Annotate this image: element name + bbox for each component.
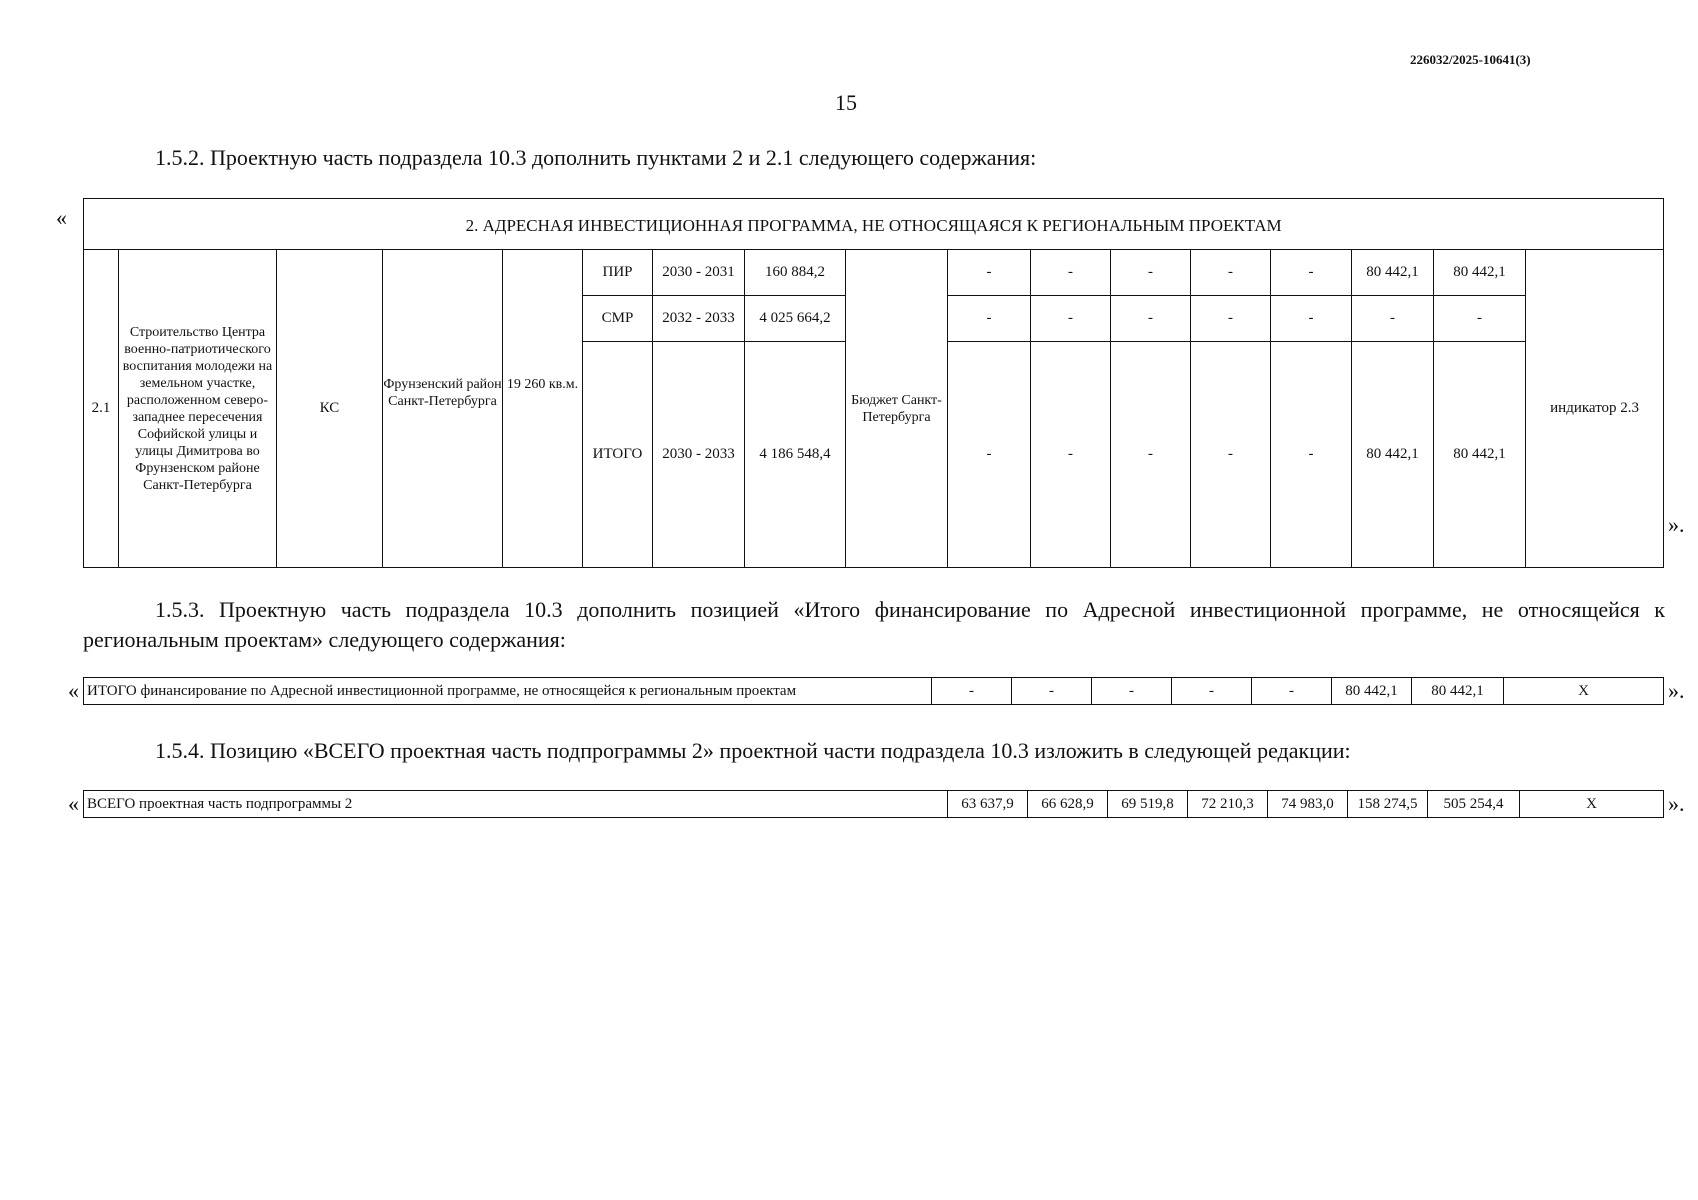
table-cell: - [1031, 250, 1111, 296]
stage-smr: СМР [583, 296, 653, 342]
table-cell: - [1252, 678, 1332, 705]
table-cell: 80 442,1 [1332, 678, 1412, 705]
object-location: Фрунзенский район Санкт-Петербурга [383, 250, 503, 568]
indicator: индикатор 2.3 [1526, 250, 1664, 568]
table-cell: - [932, 678, 1012, 705]
table-section-header: 2. АДРЕСНАЯ ИНВЕСТИЦИОННАЯ ПРОГРАММА, НЕ ОТНОСЯЩАЯСЯ К РЕГИОНАЛЬНЫМ ПРОЕКТАМ [84, 199, 1664, 250]
table-cell: - [1352, 296, 1434, 342]
table-cell: 74 983,0 [1268, 791, 1348, 818]
paragraph-1-5-3: 1.5.3. Проектную часть подраздела 10.3 дополнить позицией «Итого финансирование по Адресной инвестиционной программе, не относящейся к региональным проектам» следующего содержания: [83, 597, 1665, 652]
quote-open-2: « [68, 678, 79, 703]
period-pir: 2030 - 2031 [653, 250, 745, 296]
table-cell: - [1092, 678, 1172, 705]
page-number: 15 [835, 90, 857, 115]
table-cell: 63 637,9 [948, 791, 1028, 818]
subprogram-total-table [83, 790, 1664, 818]
table-cell: - [1434, 296, 1526, 342]
table-cell: 80 442,1 [1434, 342, 1526, 568]
object-name: Строительство Центра военно-патриотического воспитания молодежи на земельном участке, расположенном северо-западнее пересечения Софийской улицы и улицы Димитрова во Фрунзенском районе Санкт-Петербурга [119, 250, 277, 568]
table-cell: 158 274,5 [1348, 791, 1428, 818]
table-cell: Х [1504, 678, 1664, 705]
quote-close-1: ». [1668, 512, 1685, 537]
paragraph-1-5-4: 1.5.4. Позицию «ВСЕГО проектная часть подпрограммы 2» проектной части подраздела 10.3 изложить в следующей редакции: [155, 738, 1351, 763]
document-number: 226032/2025-10641(3) [1410, 52, 1531, 67]
table-cell: - [948, 342, 1031, 568]
total-total: 4 186 548,4 [745, 342, 846, 568]
table-cell: - [1111, 342, 1191, 568]
table-cell: - [1271, 342, 1352, 568]
aip-table [83, 198, 1664, 568]
table-cell: - [1031, 296, 1111, 342]
quote-close-3: ». [1668, 791, 1685, 816]
table-cell: - [1031, 342, 1111, 568]
table-cell: 66 628,9 [1028, 791, 1108, 818]
table-cell: 80 442,1 [1412, 678, 1504, 705]
object-type: КС [277, 250, 383, 568]
total-label: ИТОГО финансирование по Адресной инвестиционной программе, не относящейся к региональным проектам [84, 678, 932, 705]
table-cell: - [1191, 296, 1271, 342]
quote-open-3: « [68, 791, 79, 816]
table-cell: 80 442,1 [1352, 342, 1434, 568]
table-cell: - [1111, 250, 1191, 296]
quote-close-2: ». [1668, 678, 1685, 703]
table-cell: 80 442,1 [1434, 250, 1526, 296]
period-total: 2030 - 2033 [653, 342, 745, 568]
table-cell: - [1191, 250, 1271, 296]
table-cell: 80 442,1 [1352, 250, 1434, 296]
table-cell: - [1191, 342, 1271, 568]
object-capacity: 19 260 кв.м. [503, 250, 583, 568]
table-cell: 505 254,4 [1428, 791, 1520, 818]
total-label: ВСЕГО проектная часть подпрограммы 2 [84, 791, 948, 818]
row-number: 2.1 [84, 250, 119, 568]
table-cell: - [1271, 250, 1352, 296]
total-smr: 4 025 664,2 [745, 296, 846, 342]
funding-source: Бюджет Санкт-Петербурга [846, 250, 948, 568]
table-cell: - [1172, 678, 1252, 705]
table-cell: 72 210,3 [1188, 791, 1268, 818]
total-pir: 160 884,2 [745, 250, 846, 296]
table-cell: 69 519,8 [1108, 791, 1188, 818]
aip-total-table [83, 677, 1664, 705]
table-cell: Х [1520, 791, 1664, 818]
stage-pir: ПИР [583, 250, 653, 296]
table-cell: - [1111, 296, 1191, 342]
table-cell: - [948, 250, 1031, 296]
stage-total: ИТОГО [583, 342, 653, 568]
paragraph-1-5-2: 1.5.2. Проектную часть подраздела 10.3 дополнить пунктами 2 и 2.1 следующего содержания: [155, 145, 1037, 170]
table-cell: - [1012, 678, 1092, 705]
period-smr: 2032 - 2033 [653, 296, 745, 342]
table-cell: - [1271, 296, 1352, 342]
quote-open-1: « [56, 205, 67, 230]
table-cell: - [948, 296, 1031, 342]
